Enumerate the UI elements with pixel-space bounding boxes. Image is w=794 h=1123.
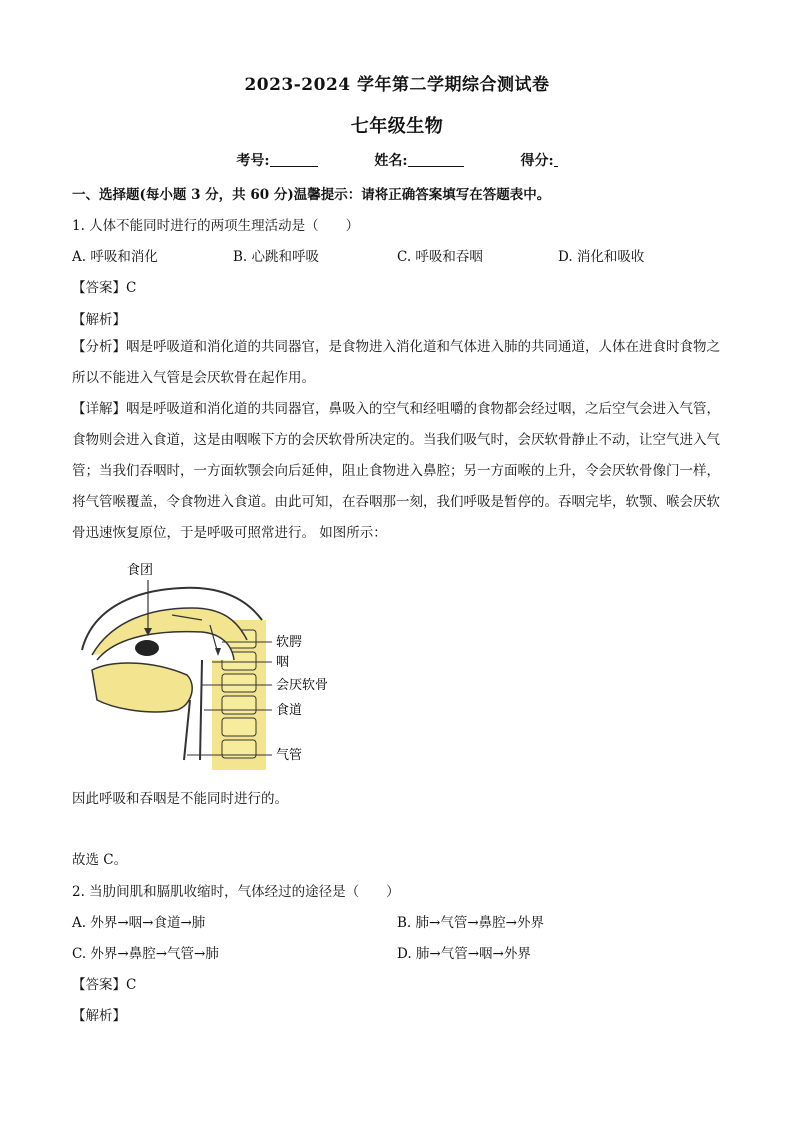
q1-option-b: B. 心跳和呼吸 bbox=[233, 249, 320, 265]
q2-answer: 【答案】C bbox=[72, 977, 137, 993]
esophagus-line bbox=[200, 660, 202, 760]
q1-xiangjie: 【详解】咽是呼吸道和消化道的共同器官，鼻吸入的空气和经咀嚼的食物都会经过咽，之后空气会进入气管，食物则会进入食道，这是由咽喉下方的会厌软骨所决定的。当我们吸气时，会厌软骨静止不动，让空气进入气管；当我们吞咽时，一方面软颚会向后延伸，阻止食物进入鼻腔；另一方面喉的上升，令会厌软骨像门一样，将气管喉覆盖，令食物进入食道。由此可知，在吞咽那一刻，我们呼吸是暂停的。吞咽完毕，软颚、喉会厌软骨迅速恢复原位，于是呼吸可照常进行。 如图所示： bbox=[72, 401, 720, 541]
q2-option-b: B. 肺→气管→鼻腔→外界 bbox=[397, 915, 544, 931]
label-food: 食团 bbox=[127, 562, 154, 577]
q1-option-d: D. 消化和吸收 bbox=[558, 249, 645, 265]
label-trachea: 气管 bbox=[276, 747, 303, 762]
exam-no-field bbox=[236, 150, 317, 170]
tongue-jaw bbox=[92, 663, 192, 712]
q2-stem: 2. 当肋间肌和膈肌收缩时，气体经过的途径是（ ） bbox=[72, 884, 400, 900]
q1-option-a: A. 呼吸和消化 bbox=[72, 249, 158, 265]
exam-no-blank[interactable] bbox=[270, 152, 318, 167]
q1-answer: 【答案】C bbox=[72, 280, 137, 296]
name-blank[interactable] bbox=[408, 152, 464, 167]
score-field bbox=[520, 150, 557, 170]
q1-option-c: C. 呼吸和吞咽 bbox=[397, 249, 483, 265]
exam-info-row bbox=[0, 150, 794, 170]
name-label: 姓名: bbox=[374, 153, 408, 169]
label-soft-palate: 软腭 bbox=[276, 634, 303, 649]
exam-subtitle: 七年级生物 bbox=[350, 116, 444, 137]
score-blank[interactable] bbox=[554, 152, 558, 167]
q1-stem: 1. 人体不能同时进行的两项生理活动是（ ） bbox=[72, 218, 360, 234]
swallowing-diagram bbox=[72, 560, 352, 770]
q2-option-c: C. 外界→鼻腔→气管→肺 bbox=[72, 946, 219, 962]
q1-analysis-label: 【解析】 bbox=[72, 312, 126, 328]
q2-option-a: A. 外界→咽→食道→肺 bbox=[72, 915, 206, 931]
exam-no-label: 考号: bbox=[236, 153, 270, 169]
q2-analysis-label: 【解析】 bbox=[72, 1008, 126, 1024]
name-field bbox=[374, 150, 463, 170]
label-esophagus: 食道 bbox=[276, 702, 303, 717]
q1-conclusion: 因此呼吸和吞咽是不能同时进行的。 bbox=[72, 791, 288, 807]
label-pharynx: 咽 bbox=[276, 654, 290, 669]
label-epiglottis: 会厌软骨 bbox=[276, 677, 329, 692]
food-bolus bbox=[135, 640, 159, 656]
q1-choice: 故选 C。 bbox=[72, 852, 128, 868]
q2-option-d: D. 肺→气管→咽→外界 bbox=[397, 946, 531, 962]
pharynx-anatomy-svg bbox=[72, 560, 352, 770]
exam-title: 2023-2024 学年第二学期综合测试卷 bbox=[244, 75, 550, 95]
trachea-line bbox=[184, 700, 190, 760]
section-heading: 一、选择题(每小题 3 分，共 60 分)温馨提示：请将正确答案填写在答题表中。 bbox=[72, 187, 551, 203]
score-label: 得分: bbox=[520, 153, 554, 169]
q1-fenxi: 【分析】咽是呼吸道和消化道的共同器官，是食物进入消化道和气体进入肺的共同通道，人体在进食时食物之所以不能进入气管是会厌软骨在起作用。 bbox=[72, 339, 720, 386]
